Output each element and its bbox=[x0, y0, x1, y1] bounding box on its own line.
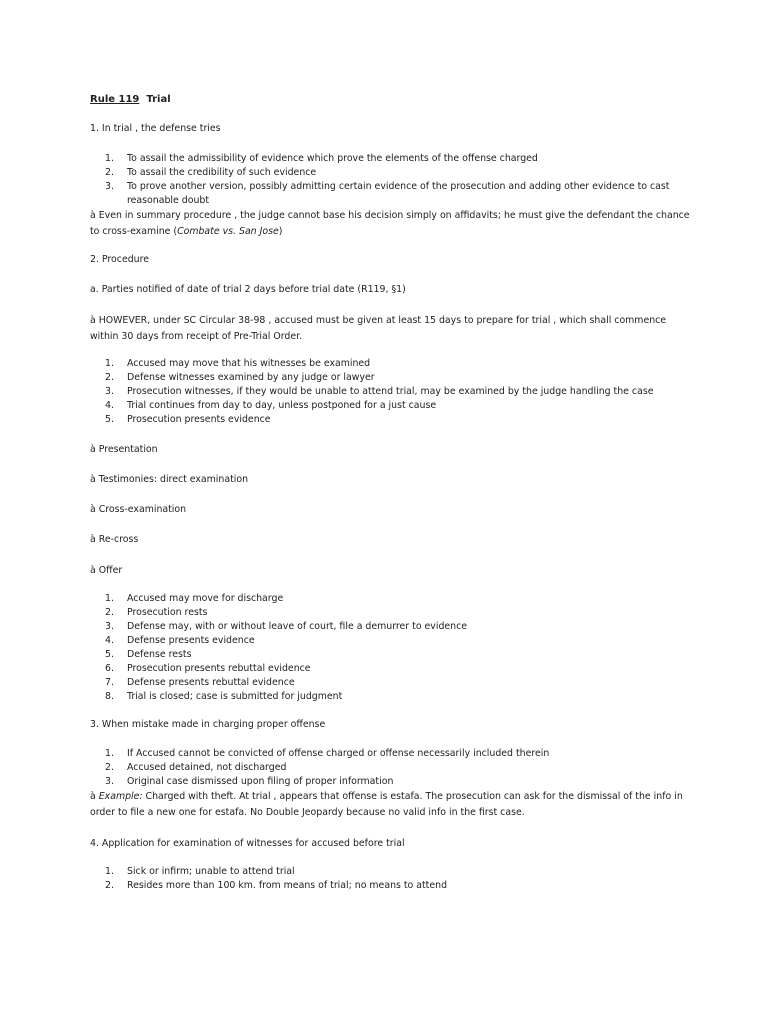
section-2-para-a: a. Parties notified of date of trial 2 days before trial date (R119, §1) bbox=[90, 284, 406, 295]
step-re-cross: à Re-cross bbox=[90, 534, 139, 545]
list-item: 2. Resides more than 100 km. from means of trial; no means to attend bbox=[105, 880, 448, 891]
example-label: Example: bbox=[98, 791, 143, 802]
list-item: 2. Prosecution rests bbox=[105, 607, 208, 618]
list-item: 2. Defense witnesses examined by any judge or lawyer bbox=[105, 372, 375, 383]
section-3-list bbox=[90, 747, 690, 789]
list-item: 1. If Accused cannot be convicted of offense charged or offense necessarily included therein bbox=[105, 748, 550, 759]
list-item: 3. Original case dismissed upon filing of proper information bbox=[105, 776, 394, 787]
list-item: 2. To assail the credibility of such evidence bbox=[105, 167, 317, 178]
list-item: 1. Accused may move that his witnesses be examined bbox=[105, 358, 371, 369]
section-3-example: à Example: Charged with theft. At trial , appears that offense is estafa. The prosecution can ask for the dismissal of the info in order to file a new one for estafa. No Double Jeopardy because no valid info in the first case. bbox=[90, 791, 683, 818]
list-item: 8. Trial is closed; case is submitted for judgment bbox=[105, 691, 343, 702]
section-1-heading: 1. In trial , the defense tries bbox=[90, 123, 221, 134]
list-item: 1. To assail the admissibility of evidence which prove the elements of the offense charged bbox=[105, 153, 538, 164]
section-4-heading: 4. Application for examination of witnesses for accused before trial bbox=[90, 838, 405, 849]
list-item: 3. Prosecution witnesses, if they would be unable to attend trial, may be examined by the judge handling the case bbox=[105, 386, 654, 397]
list-item: 1. Sick or infirm; unable to attend trial bbox=[105, 866, 295, 877]
list-item: 3. Defense may, with or without leave of court, file a demurrer to evidence bbox=[105, 621, 468, 632]
step-cross-examination: à Cross-examination bbox=[90, 504, 187, 515]
page-title bbox=[90, 93, 171, 107]
section-1-note: à Even in summary procedure , the judge cannot base his decision simply on affidavits; he must give the defendant the chance to cross-examine (Combate vs. San Jose) bbox=[90, 210, 690, 237]
section-4-list bbox=[90, 865, 690, 893]
section-2-heading: 2. Procedure bbox=[90, 254, 150, 265]
step-offer: à Offer bbox=[90, 565, 123, 576]
list-item: 5. Defense rests bbox=[105, 649, 192, 660]
list-item: 1. Accused may move for discharge bbox=[105, 593, 284, 604]
step-direct-examination: à Testimonies: direct examination bbox=[90, 474, 249, 485]
section-2-however: à HOWEVER, under SC Circular 38-98 , accused must be given at least 15 days to prepare for trial , which shall commence within 30 days from receipt of Pre-Trial Order. bbox=[90, 315, 667, 342]
list-item: 5. Prosecution presents evidence bbox=[105, 414, 271, 425]
list-item: 7. Defense presents rebuttal evidence bbox=[105, 677, 295, 688]
section-2-list-2 bbox=[90, 592, 690, 704]
list-item: 4. Defense presents evidence bbox=[105, 635, 255, 646]
list-item: 2. Accused detained, not discharged bbox=[105, 762, 287, 773]
list-item: 6. Prosecution presents rebuttal evidence bbox=[105, 663, 311, 674]
rule-number: Rule 119 bbox=[90, 94, 140, 105]
list-item: 4. Trial continues from day to day, unless postponed for a just cause bbox=[105, 400, 437, 411]
step-presentation: à Presentation bbox=[90, 444, 158, 455]
section-2-list bbox=[90, 357, 690, 427]
list-item: 3. To prove another version, possibly admitting certain evidence of the prosecution and adding other evidence to cast reasonable doubt bbox=[105, 181, 670, 206]
rule-name: Trial bbox=[146, 94, 171, 105]
section-3-heading: 3. When mistake made in charging proper offense bbox=[90, 719, 326, 730]
section-1-list bbox=[90, 152, 690, 208]
case-citation: Combate vs. San Jose bbox=[177, 225, 279, 237]
